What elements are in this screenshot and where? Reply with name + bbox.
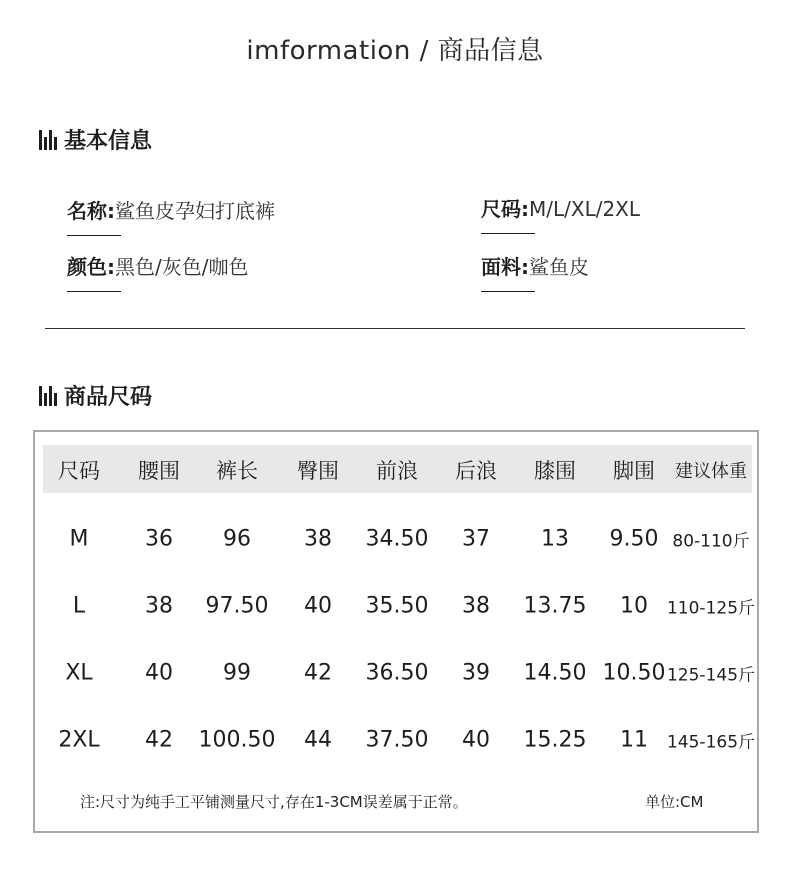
table-row-size: XL (65, 660, 93, 686)
table-cell: 80-110斤 (672, 531, 750, 552)
table-cell: 100.50 (198, 727, 276, 753)
basic-info-heading (39, 124, 152, 155)
info-fabric-row (481, 251, 589, 288)
table-cell: 44 (304, 727, 332, 753)
table-header-cell: 腰围 (138, 459, 180, 483)
size-label: 尺码: (481, 193, 529, 230)
table-header-cell: 后浪 (455, 459, 497, 483)
unit-note: 单位:CM (645, 793, 704, 811)
table-cell: 10.50 (602, 660, 666, 686)
info-name-row (67, 195, 275, 232)
table-cell: 13.75 (523, 593, 587, 619)
fabric-label: 面料: (481, 251, 529, 288)
page-title: imformation / 商品信息 (246, 36, 544, 66)
section-divider (45, 328, 745, 329)
table-cell: 42 (304, 660, 332, 686)
color-label: 颜色: (67, 251, 115, 288)
table-cell: 35.50 (365, 593, 429, 619)
size-chart-heading-text: 商品尺码 (64, 385, 153, 410)
table-cell: 14.50 (523, 660, 587, 686)
table-cell: 37 (462, 526, 490, 552)
table-cell: 36.50 (365, 660, 429, 686)
name-value: 鲨鱼皮孕妇打底裤 (115, 199, 275, 223)
table-cell: 10 (620, 593, 648, 619)
basic-info-heading-text: 基本信息 (64, 129, 153, 154)
name-label: 名称: (67, 195, 115, 232)
size-value: M/L/XL/2XL (529, 197, 641, 221)
table-row-size: M (69, 526, 89, 552)
fabric-value: 鲨鱼皮 (529, 255, 589, 279)
table-cell: 40 (145, 660, 173, 686)
table-cell: 38 (462, 593, 490, 619)
table-cell: 39 (462, 660, 490, 686)
bar-chart-icon (39, 386, 57, 406)
info-color-row (67, 251, 248, 288)
table-cell: 99 (223, 660, 251, 686)
table-cell: 11 (620, 727, 648, 753)
table-header-cell: 建议体重 (675, 461, 747, 482)
table-header-cell: 膝围 (534, 459, 576, 483)
table-cell: 38 (145, 593, 173, 619)
table-cell: 125-145斤 (666, 665, 756, 686)
table-header-cell: 臀围 (297, 459, 339, 483)
table-cell: 9.50 (609, 526, 659, 552)
table-header-cell: 前浪 (376, 459, 418, 483)
table-cell: 37.50 (365, 727, 429, 753)
table-cell: 42 (145, 727, 173, 753)
table-header-cell: 裤长 (216, 459, 258, 483)
table-header-cell: 尺码 (58, 459, 100, 483)
measurement-note: 注:尺寸为纯手工平铺测量尺寸,存在1-3CM误差属于正常。 (80, 793, 468, 811)
table-cell: 97.50 (205, 593, 269, 619)
color-value: 黑色/灰色/咖色 (115, 255, 249, 279)
table-header-cell: 脚围 (613, 459, 655, 483)
table-cell: 36 (145, 526, 173, 552)
table-cell: 34.50 (365, 526, 429, 552)
table-cell: 38 (304, 526, 332, 552)
table-cell: 40 (462, 727, 490, 753)
table-cell: 40 (304, 593, 332, 619)
table-cell: 96 (223, 526, 251, 552)
size-chart-heading (39, 380, 152, 411)
bar-chart-icon (39, 130, 57, 150)
table-row-size: L (72, 593, 86, 619)
table-cell: 110-125斤 (666, 598, 756, 619)
table-cell: 13 (541, 526, 569, 552)
table-cell: 15.25 (523, 727, 587, 753)
info-size-row (481, 193, 640, 230)
table-cell: 145-165斤 (666, 732, 756, 753)
table-row-size: 2XL (58, 727, 100, 753)
